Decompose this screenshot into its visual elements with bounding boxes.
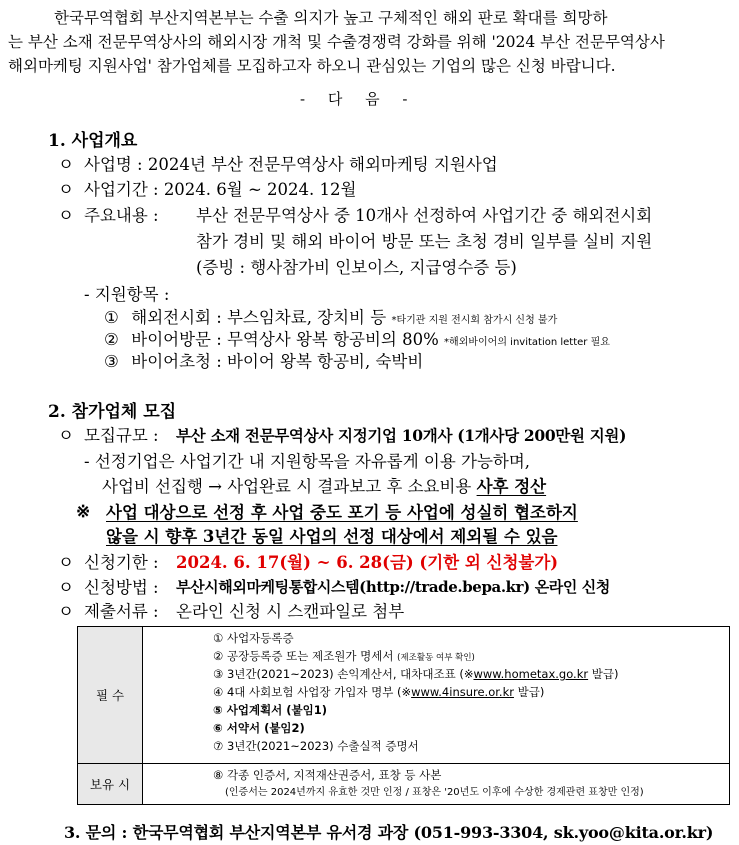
- bullet: ㅇ: [58, 180, 74, 199]
- recruit-scale-label: 모집규모 :: [84, 426, 159, 445]
- warning-mark: ※: [76, 502, 91, 522]
- optional-label: 보유 시: [78, 764, 143, 805]
- selection-line-1: - 선정기업은 사업기간 내 지원항목을 자유롭게 이용 가능하며,: [84, 452, 531, 471]
- optional-list: [143, 764, 730, 805]
- business-period-label: 사업기간 :: [84, 180, 159, 199]
- 4insure-link[interactable]: www.4insure.or.kr: [411, 685, 514, 699]
- business-name-label: 사업명 :: [84, 155, 143, 174]
- doc-item: ③ 3년간(2021~2023) 손익계산서, 대차대조표 (※www.hometax.go.kr 발급): [213, 667, 619, 681]
- doc-item-note: (인증서는 2024년까지 유효한 것만 인정 / 표창은 '20년도 이후에 수상한 경제관련 표창만 인정): [225, 787, 644, 798]
- item-text: 바이어초청 : 바이어 왕복 항공비, 숙박비: [131, 352, 424, 371]
- support-item: [104, 349, 423, 374]
- warning-line-1: 사업 대상으로 선정 후 사업 중도 포기 등 사업에 성실히 협조하지: [106, 503, 578, 522]
- method-value: 부산시해외마케팅통합시스템(http://trade.bepa.kr) 온라인 신청: [176, 578, 610, 596]
- intro-line-2: 는 부산 소재 전문무역상사의 해외시장 개척 및 수출경쟁력 강화를 위해 '2024 부산 전문무역상사: [8, 33, 665, 51]
- intro-line-3: 해외마케팅 지원사업' 참가업체를 모집하고자 하오니 관심있는 기업의 많은 신청 바랍니다.: [8, 57, 616, 75]
- business-name-value: 2024년 부산 전문무역상사 해외마케팅 지원사업: [147, 155, 498, 174]
- divider-heading: - 다 음 -: [300, 90, 408, 108]
- warning-line-2: 않을 시 향후 3년간 동일 사업의 선정 대상에서 제외될 수 있음: [106, 527, 558, 546]
- doc-item: ⑧ 각종 인증서, 지적재산권증서, 표창 등 사본: [213, 768, 442, 782]
- main-content-line-2: 참가 경비 및 해외 바이어 방문 또는 초청 경비 일부를 실비 지원: [196, 232, 653, 251]
- selection-line-2-text: 사업비 선집행 → 사업완료 시 결과보고 후 소요비용: [102, 477, 472, 496]
- bullet: ㅇ: [58, 578, 74, 597]
- documents-table: [77, 626, 730, 805]
- required-row: [78, 627, 730, 764]
- item-text: 바이어방문 : 무역상사 왕복 항공비의 80%: [131, 330, 439, 349]
- doc-item: ② 공장등록증 또는 제조원가 명세서 (제조활동 여부 확인): [213, 649, 475, 663]
- hometax-link[interactable]: www.hometax.go.kr: [473, 667, 589, 681]
- method-label: 신청방법 :: [84, 578, 159, 597]
- doc-item: ⑦ 3년간(2021~2023) 수출실적 증명서: [213, 739, 419, 753]
- item-text: 해외전시회 : 부스임차료, 장치비 등: [131, 308, 387, 327]
- section-3-contact: 3. 문의 : 한국무역협회 부산지역본부 유서경 과장 (051-993-3304, sk.yoo@kita.or.kr): [64, 823, 714, 842]
- documents-value: 온라인 신청 시 스캔파일로 첨부: [176, 602, 405, 621]
- item-number: ②: [104, 330, 119, 349]
- optional-row: [78, 764, 730, 805]
- main-content-label: 주요내용 :: [84, 206, 159, 225]
- doc-item: ④ 4대 사회보험 사업장 가입자 명부 (※www.4insure.or.kr 발급): [213, 685, 545, 699]
- intro-line-1: 한국무역협회 부산지역본부는 수출 의지가 높고 구체적인 해외 판로 확대를 희망하: [54, 9, 608, 27]
- item-note: *해외바이어의 invitation letter 필요: [444, 337, 610, 348]
- documents-label: 제출서류 :: [84, 602, 159, 621]
- doc-item: ⑥ 서약서 (붙임2): [213, 721, 305, 735]
- section-1-title: 1. 사업개요: [48, 131, 138, 151]
- doc-item: ⑤ 사업계획서 (붙임1): [213, 703, 328, 717]
- item-number: ③: [104, 352, 119, 371]
- item-note: *타기관 지원 전시회 참가시 신청 불가: [391, 315, 558, 326]
- doc-item: ① 사업자등록증: [213, 631, 294, 645]
- business-name: [84, 152, 498, 177]
- deadline-value: 2024. 6. 17(월) ~ 6. 28(금) (기한 외 신청불가): [176, 553, 559, 572]
- business-period-value: 2024. 6월 ~ 2024. 12월: [163, 180, 357, 199]
- main-content-line-1: 부산 전문무역상사 중 10개사 선정하여 사업기간 중 해외전시회: [196, 206, 653, 225]
- post-settlement: 사후 정산: [476, 477, 547, 496]
- required-list: [143, 627, 730, 764]
- selection-line-2: [102, 474, 546, 499]
- item-number: ①: [104, 308, 119, 327]
- main-content-line-3: (증빙 : 행사참가비 인보이스, 지급영수증 등): [196, 258, 517, 277]
- recruit-scale-value: 부산 소재 전문무역상사 지정기업 10개사 (1개사당 200만원 지원): [176, 426, 627, 445]
- bullet: ㅇ: [58, 553, 74, 572]
- support-items-title: - 지원항목 :: [84, 285, 170, 304]
- business-period: [84, 177, 356, 202]
- required-label: 필 수: [78, 627, 143, 764]
- deadline-label: 신청기한 :: [84, 553, 159, 572]
- bullet: ㅇ: [58, 155, 74, 174]
- bullet: ㅇ: [58, 602, 74, 621]
- bullet: ㅇ: [58, 426, 74, 445]
- bullet: ㅇ: [58, 206, 74, 225]
- section-2-title: 2. 참가업체 모집: [48, 402, 177, 422]
